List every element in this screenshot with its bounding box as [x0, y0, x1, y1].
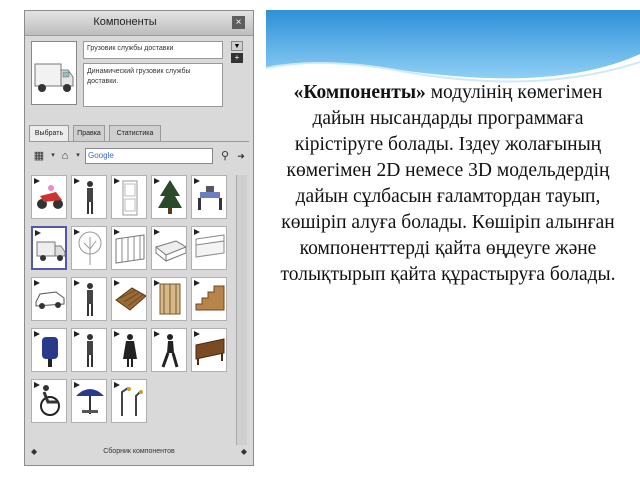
- arrow-icon: [114, 229, 120, 235]
- component-thumbnail[interactable]: [111, 379, 147, 423]
- component-thumbnail[interactable]: [111, 175, 147, 219]
- arrow-icon: [34, 331, 40, 337]
- arrow-icon: [194, 178, 200, 184]
- chevron-down-icon[interactable]: ▾: [76, 152, 80, 159]
- component-thumbnail[interactable]: [191, 175, 227, 219]
- component-thumbnail[interactable]: [111, 277, 147, 321]
- arrow-icon: [114, 382, 120, 388]
- panel-toolbar: [31, 148, 249, 166]
- component-thumbnail[interactable]: [111, 226, 147, 270]
- component-thumbnail[interactable]: [71, 277, 107, 321]
- component-thumbnail[interactable]: [151, 175, 187, 219]
- tab-edit[interactable]: Правка: [73, 125, 105, 141]
- arrow-icon: [194, 331, 200, 337]
- component-thumbnail[interactable]: [31, 175, 67, 219]
- component-thumbnail[interactable]: [71, 175, 107, 219]
- arrow-icon: [154, 178, 160, 184]
- arrow-icon: [74, 229, 80, 235]
- arrow-icon: [34, 382, 40, 388]
- component-thumbnail[interactable]: [71, 226, 107, 270]
- component-thumbnail[interactable]: [191, 226, 227, 270]
- arrow-icon: [74, 178, 80, 184]
- view-options-icon[interactable]: ▦: [33, 150, 45, 162]
- search-input[interactable]: Google: [85, 148, 213, 164]
- tab-select[interactable]: Выбрать: [29, 125, 69, 141]
- arrow-icon: [74, 280, 80, 286]
- arrow-icon: [154, 280, 160, 286]
- component-thumbnail[interactable]: [151, 328, 187, 372]
- scrollbar[interactable]: [236, 175, 247, 445]
- arrow-icon: [154, 229, 160, 235]
- details-icon[interactable]: +: [231, 53, 243, 63]
- arrow-icon: [34, 280, 40, 286]
- details-arrow-icon[interactable]: ➜: [237, 151, 245, 161]
- home-icon[interactable]: ⌂: [61, 150, 69, 162]
- component-name-field[interactable]: Грузовик службы доставки: [83, 41, 223, 59]
- component-description-field[interactable]: Динамический грузовик службы доставки.: [83, 63, 223, 107]
- component-thumbnail[interactable]: [71, 379, 107, 423]
- tab-divider: [29, 141, 249, 142]
- arrow-icon: [194, 280, 200, 286]
- component-preview: [31, 41, 77, 105]
- arrow-icon: [114, 331, 120, 337]
- component-thumbnail[interactable]: [191, 328, 227, 372]
- tab-statistics[interactable]: Статистика: [109, 125, 161, 141]
- arrow-icon: [114, 178, 120, 184]
- component-thumbnail[interactable]: [151, 226, 187, 270]
- panel-title: Компоненты: [93, 16, 157, 28]
- body-paragraph: [278, 80, 618, 288]
- arrow-icon: [74, 382, 80, 388]
- forward-arrow-icon[interactable]: ◆: [240, 447, 247, 456]
- component-thumbnail[interactable]: [31, 328, 67, 372]
- back-arrow-icon[interactable]: ◆: [31, 447, 38, 456]
- expand-icon[interactable]: ▼: [231, 41, 243, 51]
- arrow-icon: [114, 280, 120, 286]
- component-thumbnail[interactable]: [31, 277, 67, 321]
- close-button[interactable]: ×: [232, 16, 245, 29]
- collection-label[interactable]: Сборник компонентов: [103, 448, 175, 455]
- component-thumbnail[interactable]: [111, 328, 147, 372]
- component-thumbnail[interactable]: [151, 277, 187, 321]
- panel-titlebar: [25, 11, 253, 36]
- components-panel: [24, 10, 254, 466]
- component-thumbnail[interactable]: [31, 379, 67, 423]
- arrow-icon: [35, 230, 41, 236]
- component-thumbnail[interactable]: [31, 226, 67, 270]
- component-thumbnail[interactable]: [191, 277, 227, 321]
- component-thumbnail[interactable]: [71, 328, 107, 372]
- truck-icon: [32, 42, 76, 104]
- search-icon[interactable]: ⚲: [220, 150, 230, 162]
- arrow-icon: [154, 331, 160, 337]
- arrow-icon: [74, 331, 80, 337]
- arrow-icon: [194, 229, 200, 235]
- collection-bar: [29, 445, 249, 459]
- body-lead: «Компоненты»: [293, 82, 426, 103]
- chevron-down-icon[interactable]: ▾: [51, 152, 55, 159]
- arrow-icon: [34, 178, 40, 184]
- body-rest: модулінің көмегімен дайын нысандарды программаға кірістіруге болады. Іздеу жолағының көмегімен 2D немесе 3D модельдердің дайын сұлбасын ғаламтордан тауып, көшіріп алуға болады. Көшіріп алынған компоненттерді қайта өңдеуге және толықтырып қайта құрастыруға болады.: [280, 82, 616, 285]
